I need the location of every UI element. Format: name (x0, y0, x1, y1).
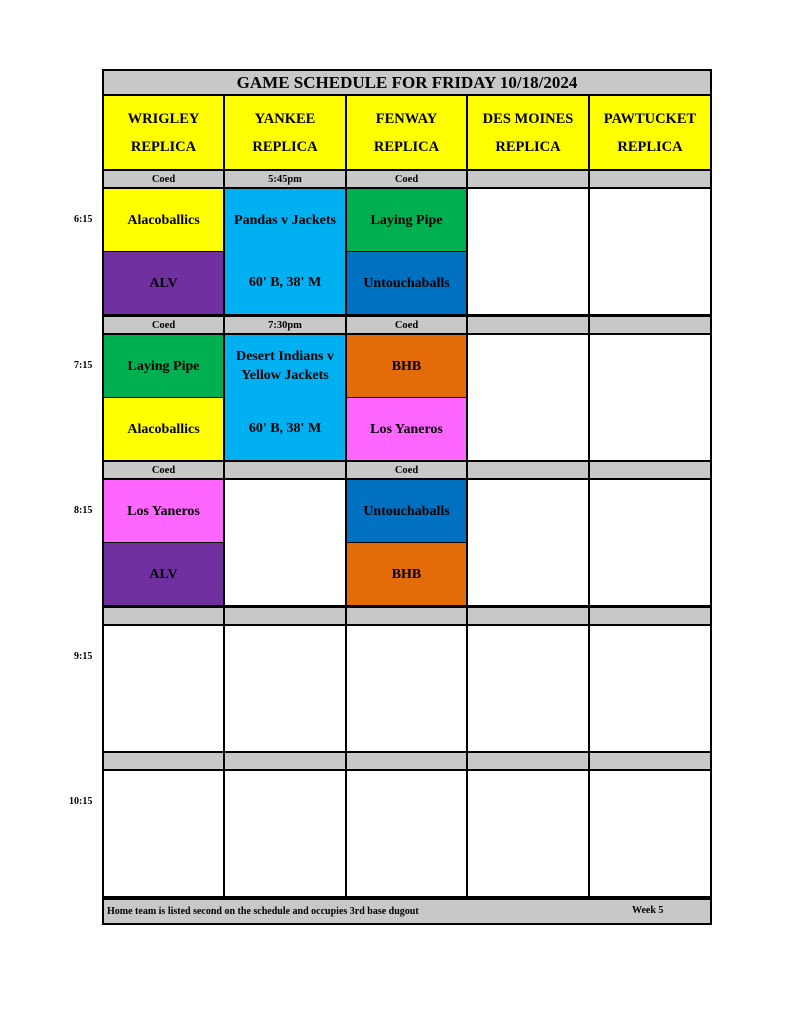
empty-slot (590, 626, 710, 751)
slot-band (468, 608, 588, 624)
slot-band (104, 171, 223, 187)
slot-band (590, 608, 710, 624)
week-label: Week 5 (632, 905, 664, 916)
field-header-pawtucket (590, 96, 710, 169)
game-team-top[interactable] (347, 189, 466, 251)
slot-band (468, 753, 588, 769)
footer-note (104, 900, 710, 923)
slot-band (468, 462, 588, 478)
team-name: Alacoballics (127, 212, 200, 228)
slot-band (347, 317, 466, 333)
slot-band (468, 317, 588, 333)
band-label: Coed (151, 319, 176, 331)
game-team-top[interactable] (347, 335, 466, 397)
band-label: Coed (151, 173, 176, 185)
slot-band (347, 171, 466, 187)
field-name: DES MOINES (482, 110, 574, 127)
team-name: Laying Pipe (127, 358, 200, 374)
field-sub: REPLICA (373, 138, 440, 155)
empty-slot (590, 480, 710, 605)
slot-band (347, 608, 466, 624)
team-name: Pandas v Jackets (234, 212, 336, 228)
empty-slot (590, 335, 710, 460)
team-name: Desert Indians v Yellow Jackets (235, 349, 334, 383)
empty-slot (590, 189, 710, 314)
slot-band (104, 753, 223, 769)
game-team-bottom[interactable] (104, 543, 223, 605)
empty-slot (225, 626, 345, 751)
game-team-top[interactable] (104, 335, 223, 397)
empty-slot (468, 335, 588, 460)
field-sub: REPLICA (252, 138, 318, 155)
empty-slot (225, 480, 345, 605)
field-name: FENWAY (375, 110, 438, 127)
band-label: Coed (394, 173, 419, 185)
field-header-fenway (347, 96, 466, 169)
game-team-bottom[interactable] (225, 397, 345, 460)
game-team-bottom[interactable] (347, 252, 466, 314)
slot-band (468, 171, 588, 187)
time-label: 7:15 (74, 360, 93, 371)
team-name: 60' B, 38' M (248, 421, 322, 436)
slot-band (590, 317, 710, 333)
field-header-yankee (225, 96, 345, 169)
slot-band (104, 317, 223, 333)
field-name: WRIGLEY (127, 110, 200, 127)
team-name: Alacoballics (127, 421, 200, 437)
team-name: BHB (391, 358, 422, 374)
team-name: Los Yaneros (127, 503, 200, 519)
team-name: ALV (149, 275, 178, 291)
team-name: BHB (391, 566, 422, 582)
game-team-top[interactable] (225, 335, 345, 397)
band-label: Coed (394, 464, 419, 476)
team-name: Los Yaneros (370, 421, 443, 437)
band-label: 5:45pm (268, 173, 302, 185)
empty-slot (225, 771, 345, 896)
game-team-top[interactable] (104, 480, 223, 542)
slot-band (225, 753, 345, 769)
title-text: GAME SCHEDULE FOR FRIDAY 10/18/2024 (236, 72, 578, 92)
time-label: 9:15 (74, 651, 93, 662)
slot-band (225, 462, 345, 478)
field-sub: REPLICA (617, 138, 683, 155)
team-name: Laying Pipe (370, 212, 443, 228)
empty-slot (468, 626, 588, 751)
slot-band (590, 462, 710, 478)
game-team-bottom[interactable] (104, 398, 223, 460)
team-name: ALV (149, 566, 178, 582)
empty-slot (104, 626, 223, 751)
slot-band (225, 171, 345, 187)
slot-band (225, 608, 345, 624)
game-team-top[interactable] (347, 480, 466, 542)
slot-band (590, 171, 710, 187)
empty-slot (468, 189, 588, 314)
slot-band (590, 753, 710, 769)
time-label: 8:15 (74, 505, 93, 516)
empty-slot (347, 626, 466, 751)
empty-slot (468, 480, 588, 605)
slot-band (347, 753, 466, 769)
slot-band (104, 462, 223, 478)
footer-text: Home team is listed second on the schedule and occupies 3rd base dugout (107, 906, 419, 917)
field-name: YANKEE (254, 110, 316, 127)
band-label: Coed (394, 319, 419, 331)
team-name: Untouchaballs (363, 275, 450, 291)
field-header-wrigley (104, 96, 223, 169)
game-team-top[interactable] (225, 189, 345, 251)
empty-slot (347, 771, 466, 896)
field-sub: REPLICA (130, 138, 197, 155)
time-label: 10:15 (69, 796, 93, 807)
time-label: 6:15 (74, 214, 93, 225)
slot-band (347, 462, 466, 478)
band-label: 7:30pm (268, 319, 302, 331)
empty-slot (468, 771, 588, 896)
schedule-table (102, 69, 712, 925)
game-team-bottom[interactable] (104, 252, 223, 314)
game-team-bottom[interactable] (347, 398, 466, 460)
empty-slot (590, 771, 710, 896)
empty-slot (104, 771, 223, 896)
field-header-des-moines (468, 96, 588, 169)
team-name: 60' B, 38' M (248, 275, 322, 290)
page-title (104, 71, 710, 94)
game-team-top[interactable] (104, 189, 223, 251)
game-team-bottom[interactable] (347, 543, 466, 605)
slot-band (104, 608, 223, 624)
field-sub: REPLICA (495, 138, 561, 155)
game-team-bottom[interactable] (225, 251, 345, 314)
band-label: Coed (151, 464, 176, 476)
slot-band (225, 317, 345, 333)
team-name: Untouchaballs (363, 503, 450, 519)
field-name: PAWTUCKET (603, 110, 697, 127)
